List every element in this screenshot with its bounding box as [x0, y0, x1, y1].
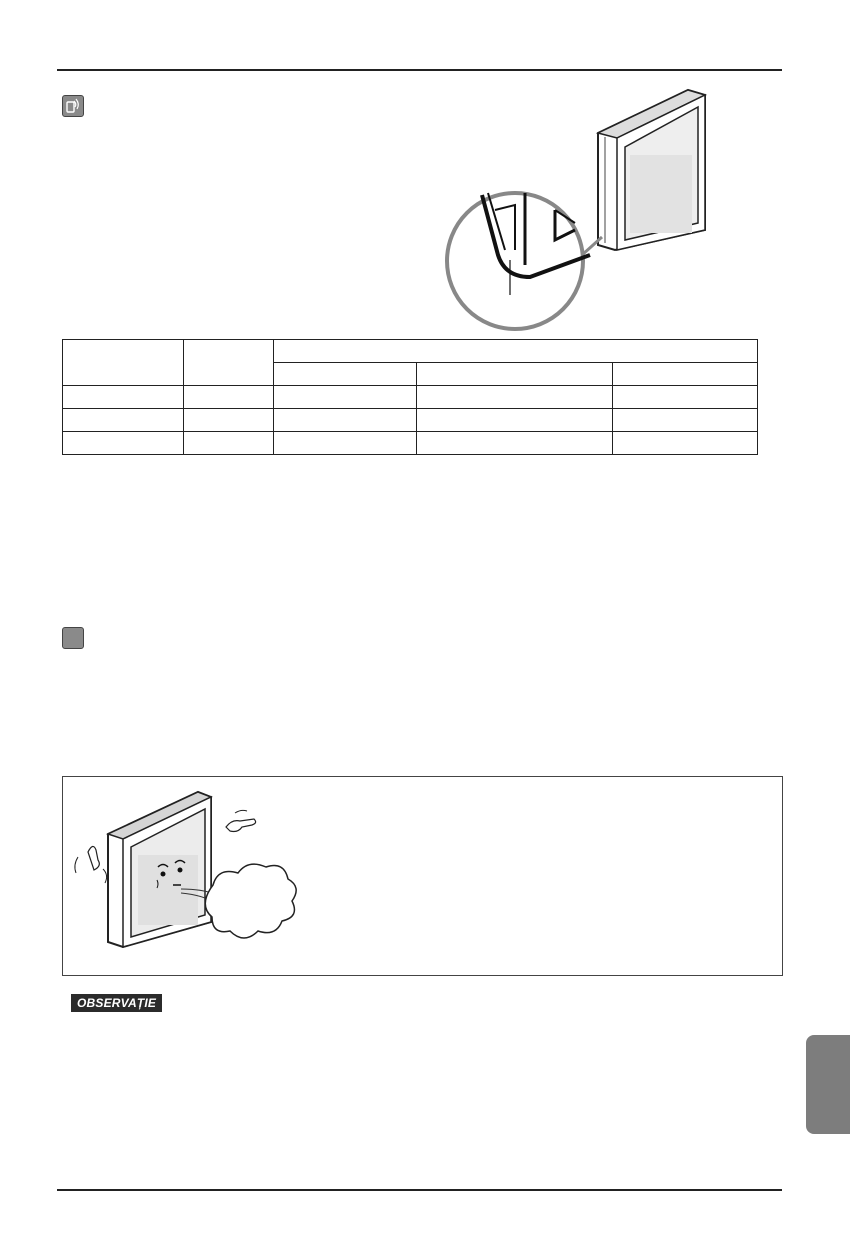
spec-table — [62, 339, 758, 455]
remote-signal-icon — [62, 95, 84, 117]
unit-sneeze-illustration — [63, 777, 323, 967]
square-marker-icon — [62, 627, 84, 649]
table-row — [63, 386, 758, 409]
table-subheader-cell — [613, 363, 758, 386]
chapter-tab — [806, 1035, 850, 1134]
footer-rule — [57, 1189, 782, 1191]
header-rule — [57, 69, 782, 71]
indoor-unit-detail-figure — [440, 85, 710, 335]
illustration-box — [62, 776, 783, 976]
table-header-cell — [63, 340, 184, 386]
table-row — [63, 432, 758, 455]
table-header-cell — [273, 340, 757, 363]
table-header-cell — [183, 340, 273, 386]
table-row — [63, 409, 758, 432]
table-subheader-cell — [417, 363, 613, 386]
note-label: OBSERVAȚIE — [71, 994, 162, 1012]
table-subheader-cell — [273, 363, 417, 386]
